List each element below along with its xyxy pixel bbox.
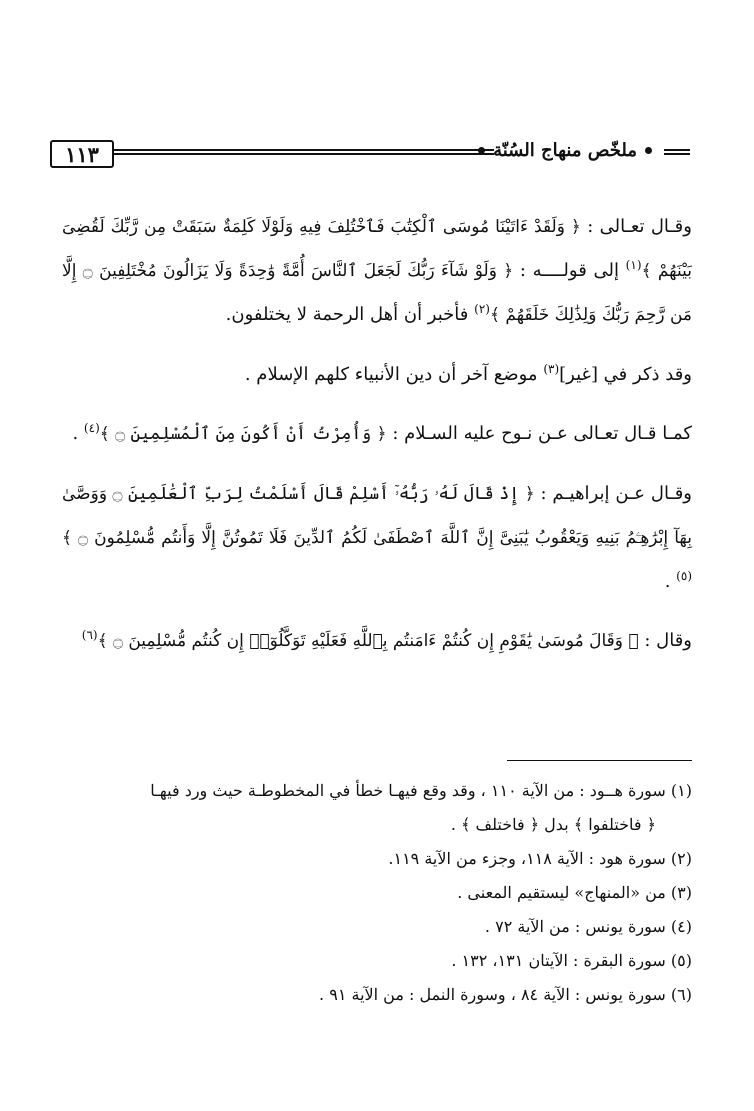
quran-verse-4: ﴿ إِذْ قَالَ لَهُۥ رَبُّهُۥٓ أَسْلِمْ قَالَ أَسْلَمْتُ لِرَبِّ ٱلْعَٰلَمِينَ ۝ وَوَصَّىٰ بِهَآ إِبْرَٰهِـۧمُ بَنِيهِ وَيَعْقُوبُ يَٰبَنِىَّ إِنَّ ٱللَّهَ ٱصْطَفَىٰ لَكُمُ ٱلدِّينَ فَلَا تَمُوتُنَّ إِلَّا وَأَنتُم مُّسْلِمُونَ ۝ ﴾: [62, 484, 692, 548]
footnote-3: [62, 876, 692, 910]
footnotes: [62, 774, 692, 1012]
p3-intro: كمـا قـال تعـالى عـن نـوح عليه السـلام :: [392, 423, 692, 444]
footnote-6: [62, 978, 692, 1012]
footnote-ref-4: (٤): [83, 421, 100, 435]
p3-end: .: [72, 423, 79, 444]
p5-intro: وقال :: [644, 630, 692, 651]
footnote-text: سورة يونس : الآية ٨٤ ، وسورة النمل : من الآية ٩١ .: [319, 985, 666, 1004]
footnote-ref-2: (٢): [474, 302, 490, 316]
p1-end: فأخبر أن أهل الرحمة لا يختلفون.: [225, 304, 469, 325]
footnote-text: ﴿ فاختلفوا ﴾ بدل ﴿ فاختلف ﴾ .: [450, 815, 656, 834]
footnote-number: (١): [670, 781, 692, 800]
p4-intro: وقـال عـن إبراهيـم :: [540, 483, 692, 504]
paragraph-4: [62, 472, 692, 603]
p2-text-a: وقد ذكر في [غير]: [559, 364, 692, 385]
quran-verse-3: ﴿ وَأُمِرْتُ أَنْ أَكُونَ مِنَ ٱلْمُسْلِمِينَ ۝ ﴾: [99, 424, 387, 444]
footnote-2: [62, 842, 692, 876]
footnote-ref-6: (٦): [81, 628, 98, 642]
footnote-number: (٦): [670, 985, 692, 1004]
footnote-number: (٤): [670, 917, 692, 936]
footnote-text: سورة البقرة : الآيتان ١٣١، ١٣٢ .: [451, 951, 666, 970]
page-number: ١١٣: [50, 140, 114, 168]
footnote-number: (٢): [670, 849, 692, 868]
footnote-ref-5: (٥): [676, 569, 692, 583]
footnote-text: سورة هود : الآية ١١٨، وجزء من الآية ١١٩.: [388, 849, 666, 868]
p4-end: .: [664, 571, 671, 592]
main-text: [62, 205, 692, 679]
p2-text-b: موضع آخر أن دين الأنبياء كلهم الإسلام .: [244, 364, 538, 385]
footnote-text: سورة هــود : من الآية ١١٠ ، وقد وقع فيهـا خطأ في المخطوطـة حيث ورد فيهـا: [150, 781, 666, 800]
running-header: [50, 140, 690, 170]
quran-verse-1: ﴿ وَلَقَدْ ءَاتَيْنَا مُوسَى ٱلْكِتَٰبَ فَٱخْتُلِفَ فِيهِ وَلَوْلَا كَلِمَةٌ سَبَقَتْ مِن رَّبِّكَ لَقُضِىَ بَيْنَهُمْ ﴾: [62, 217, 692, 281]
footnote-1: [62, 774, 692, 808]
footnote-4: [62, 910, 692, 944]
footnote-number: (٣): [670, 883, 692, 902]
quran-verse-5: ﴿ وَقَالَ مُوسَىٰ يَٰقَوْمِ إِن كُنتُمْ ءَامَنتُم بِٱللَّهِ فَعَلَيْهِ تَوَكَّلُوٓا۟ إِن كُنتُم مُّسْلِمِينَ ۝ ﴾: [97, 631, 639, 651]
header-bullet-left: [478, 147, 485, 154]
footnote-divider: [507, 760, 692, 761]
header-bullet-right: [645, 147, 652, 154]
footnote-text: سورة يونس : من الآية ٧٢ .: [484, 917, 666, 936]
footnote-ref-1: (١): [625, 258, 642, 272]
quran-verse-2: ﴿ وَلَوْ شَآءَ رَبُّكَ لَجَعَلَ ٱلنَّاسَ أُمَّةً وَٰحِدَةً وَلَا يَزَالُونَ مُخْتَلِفِينَ ۝ إِلَّا مَن رَّحِمَ رَبُّكَ وَلِذَٰلِكَ خَلَقَهُمْ ﴾: [62, 261, 692, 325]
footnote-ref-3: (٣): [543, 362, 560, 376]
footnote-number: (٥): [670, 951, 692, 970]
paragraph-1: [62, 205, 692, 337]
footnote-1-continuation: [62, 808, 692, 842]
paragraph-2: [62, 353, 692, 396]
header-rule-right: [664, 149, 690, 155]
p1-intro: وقـال تعـالى :: [587, 216, 692, 237]
p1-mid: إلى قولــــه :: [519, 260, 619, 281]
header-rule-left: [114, 149, 494, 155]
paragraph-5: [62, 619, 692, 663]
footnote-5: [62, 944, 692, 978]
book-title: ملخّص منهاج السُنّة: [493, 140, 637, 161]
header-title-group: [478, 140, 652, 161]
footnote-text: من «المنهاج» ليستقيم المعنى .: [457, 883, 666, 902]
paragraph-3: [62, 412, 692, 456]
